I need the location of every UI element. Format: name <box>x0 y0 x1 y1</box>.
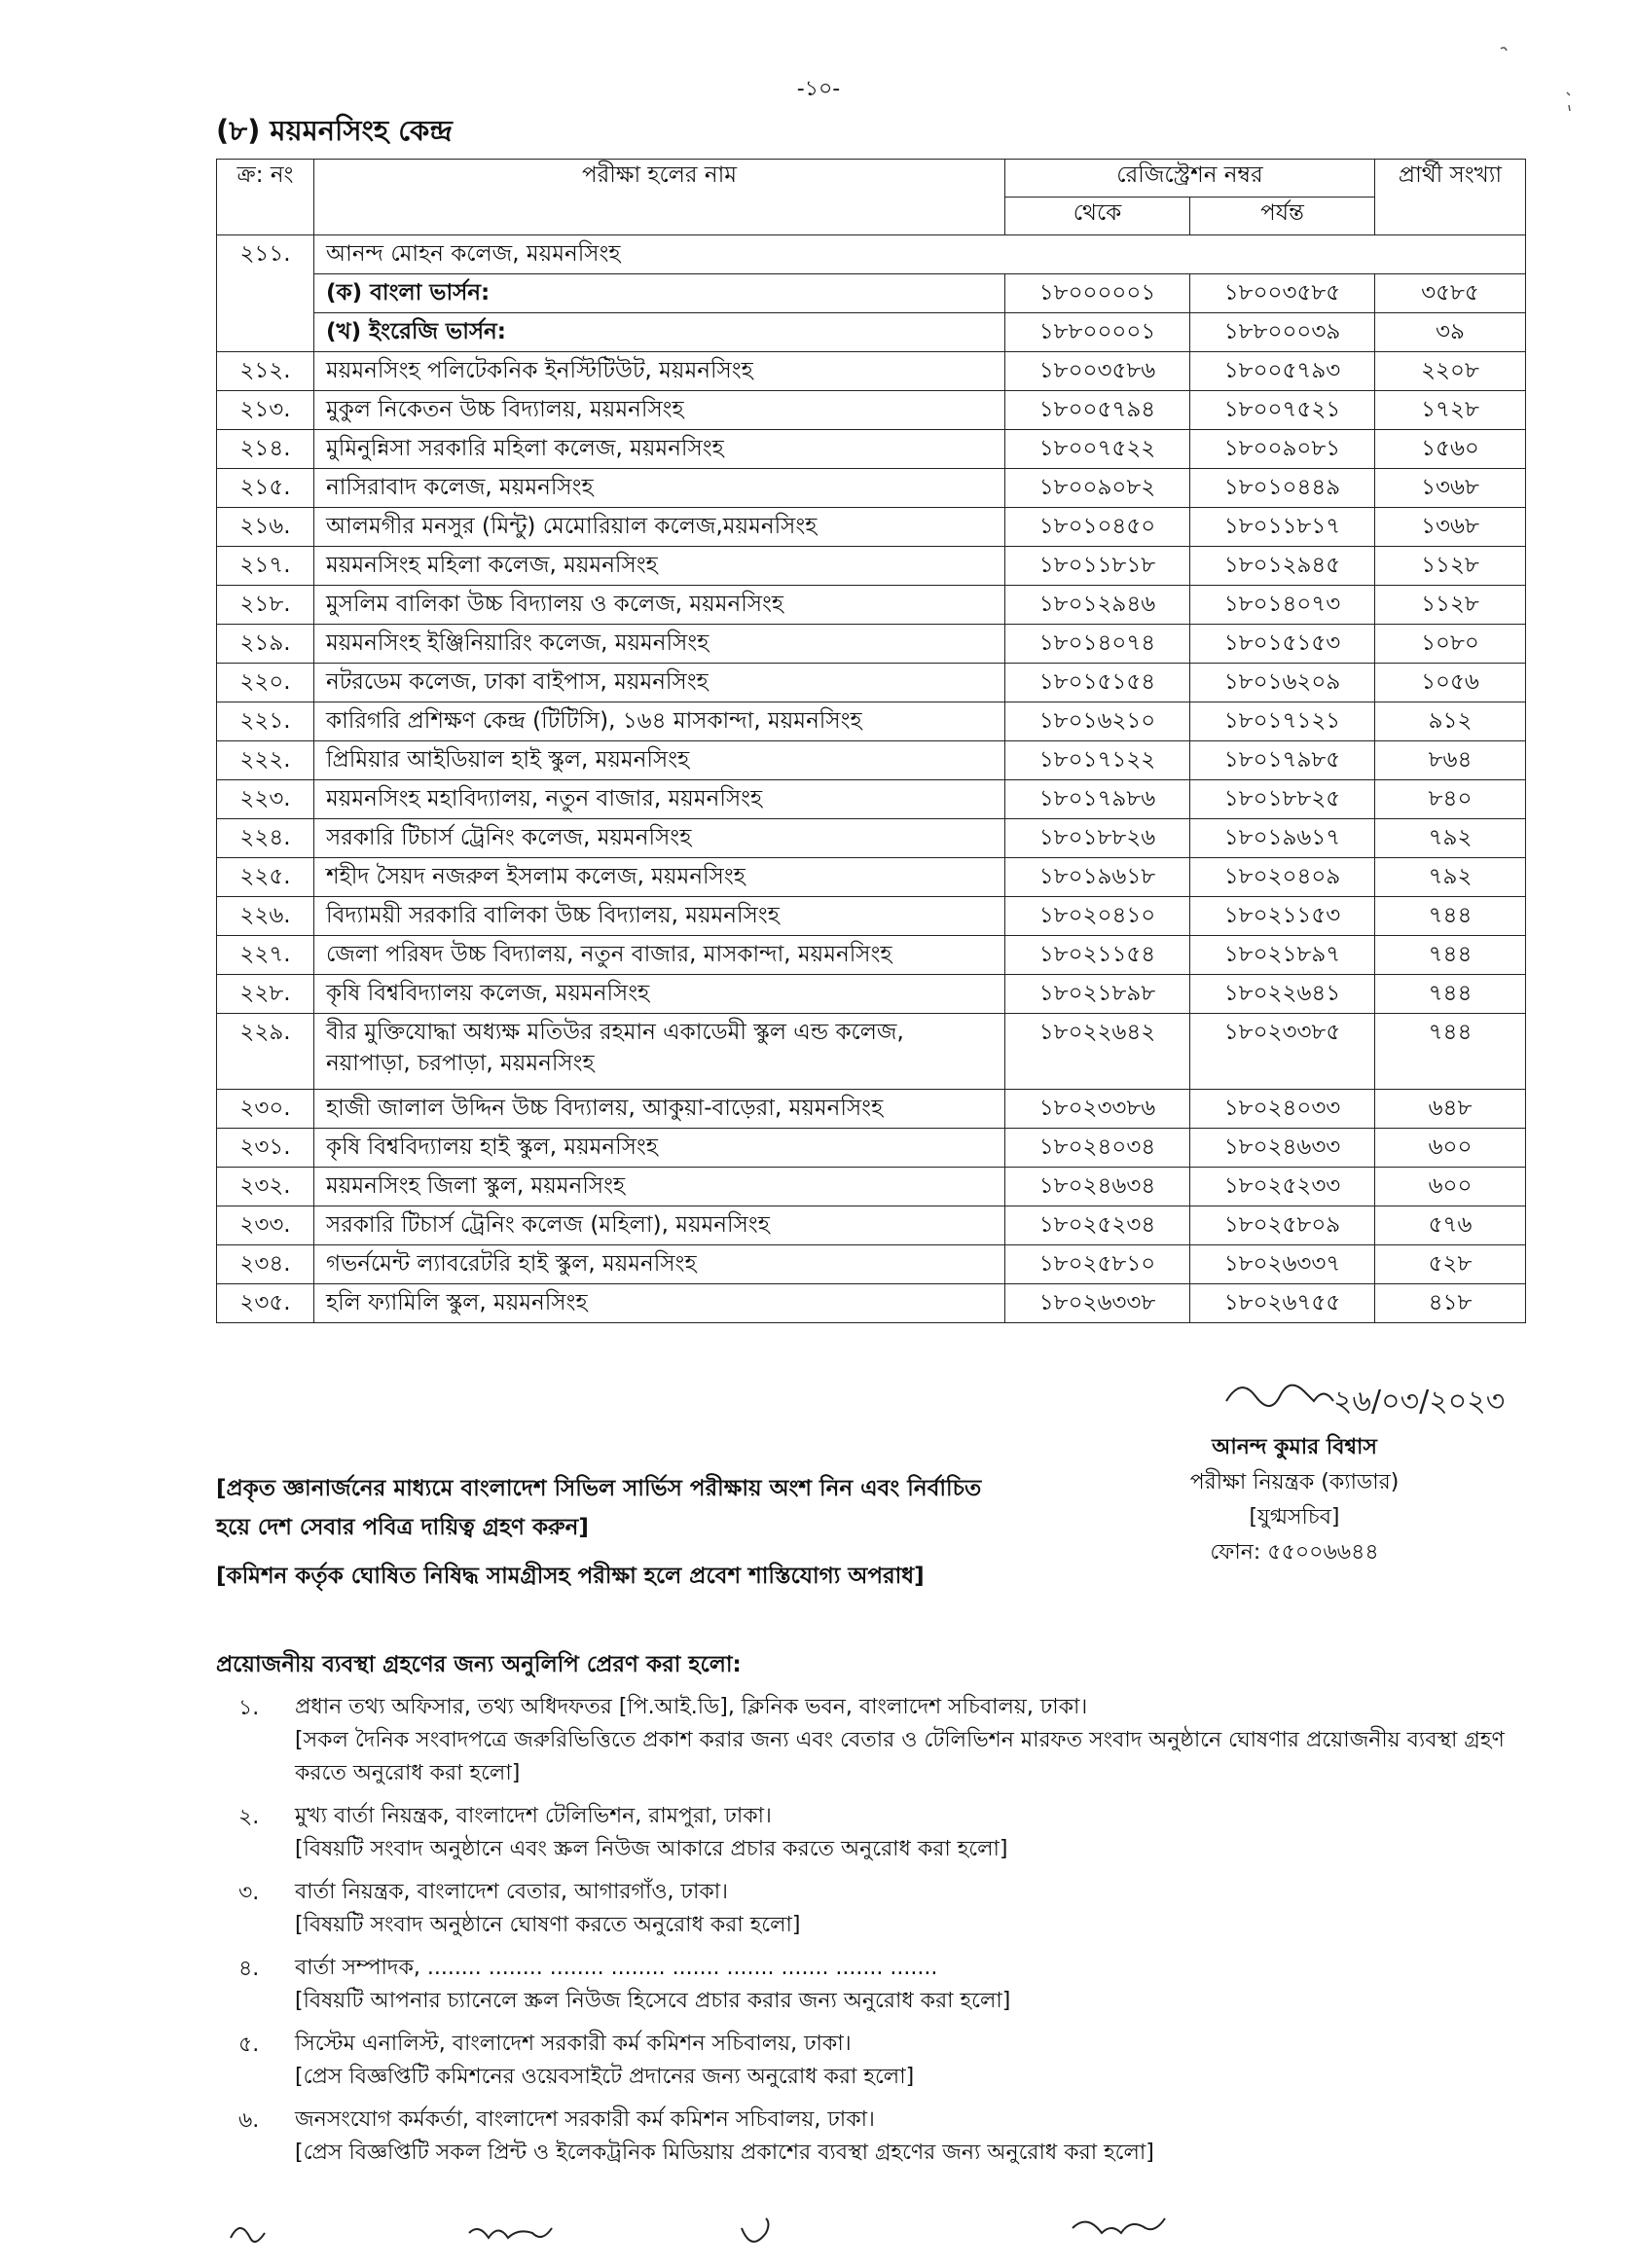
copy-item-request: [প্রেস বিজ্ঞপ্তিটি কমিশনের ওয়েবসাইটে প্রদানের জন্য অনুরোধ করা হলো] <box>295 2065 915 2089</box>
reg-to-cell: ১৮৮০০০৩৯ <box>1190 313 1375 352</box>
reg-to-cell: ১৮০২৪০৩৩ <box>1190 1090 1375 1129</box>
hall-name-cell: ময়মনসিংহ পলিটেকনিক ইনস্টিটিউট, ময়মনসিংহ <box>314 352 1005 391</box>
reg-from-cell: ১৮০১৬২১০ <box>1005 702 1190 741</box>
copy-item-body <box>295 1952 1523 2018</box>
reg-to-cell: ১৮০১৯৬১৭ <box>1190 819 1375 858</box>
reg-to-cell: ১৮০১১৮১৭ <box>1190 508 1375 547</box>
reg-to-cell: ১৮০২১১৫৩ <box>1190 897 1375 936</box>
table-row <box>217 975 1526 1014</box>
candidate-count-cell: ১৭২৮ <box>1375 391 1526 430</box>
reg-to-cell: ১৮০২৬৩৩৭ <box>1190 1245 1375 1284</box>
svg-text:২৬/০৩/২০২৩: ২৬/০৩/২০২৩ <box>1333 1385 1506 1419</box>
serial-cell: ২১৭. <box>217 547 314 586</box>
signatory-phone: ফোন: ৫৫০০৬৬৪৪ <box>1210 1540 1379 1565</box>
handwritten-signature <box>1217 1367 1518 1425</box>
copy-item-number: ৫. <box>238 2033 260 2057</box>
serial-cell: ২২৭. <box>217 936 314 975</box>
reg-to-cell: ১৮০১৪০৭৩ <box>1190 586 1375 625</box>
table-subrow <box>217 274 1526 313</box>
table-row <box>217 1014 1526 1090</box>
hall-name-cell: বীর মুক্তিযোদ্ধা অধ্যক্ষ মতিউর রহমান একাডেমী স্কুল এন্ড কলেজ, নয়াপাড়া, চরপাড়া, ময়মনসিংহ <box>314 1014 1005 1090</box>
serial-cell: ২২৫. <box>217 858 314 897</box>
hall-name-cell: গভর্নমেন্ট ল্যাবরেটরি হাই স্কুল, ময়মনসিংহ <box>314 1245 1005 1284</box>
copy-item-body <box>295 1876 1523 1942</box>
serial-cell: ২৩২. <box>217 1168 314 1206</box>
table-row <box>217 1206 1526 1245</box>
reg-from-cell: ১৮০২০৪১০ <box>1005 897 1190 936</box>
serial-cell: ২৩৩. <box>217 1206 314 1245</box>
table-row <box>217 664 1526 702</box>
table-row <box>217 741 1526 780</box>
copy-item-number: ২. <box>238 1805 260 1829</box>
notice-civil-service: [প্রকৃত জ্ঞানার্জনের মাধ্যমে বাংলাদেশ সিভিল সার্ভিস পরীক্ষায় অংশ নিন এবং নির্বাচিত হয়ে দেশ সেবার পবিত্র দায়িত্ব গ্রহণ করুন] <box>216 1476 982 1540</box>
candidate-count-cell: ১১২৮ <box>1375 586 1526 625</box>
serial-cell: ২১১. <box>217 235 314 352</box>
hall-name-cell: সরকারি টিচার্স ট্রেনিং কলেজ (মহিলা), ময়মনসিংহ <box>314 1206 1005 1245</box>
serial-cell: ২২৮. <box>217 975 314 1014</box>
hall-name-cell: হলি ফ্যামিলি স্কুল, ময়মনসিংহ <box>314 1284 1005 1323</box>
copy-list-item <box>238 1800 1523 1866</box>
table-row <box>217 430 1526 469</box>
serial-cell: ২২১. <box>217 702 314 741</box>
candidate-count-cell: ৮৪০ <box>1375 780 1526 819</box>
table-row <box>217 625 1526 664</box>
hall-name-cell: সরকারি টিচার্স ট্রেনিং কলেজ, ময়মনসিংহ <box>314 819 1005 858</box>
reg-from-cell: ১৮০০৭৫২২ <box>1005 430 1190 469</box>
serial-cell: ২২৩. <box>217 780 314 819</box>
table-row <box>217 780 1526 819</box>
candidate-count-cell: ৮৬৪ <box>1375 741 1526 780</box>
hall-name-cell: ময়মনসিংহ মহিলা কলেজ, ময়মনসিংহ <box>314 547 1005 586</box>
serial-cell: ২১৮. <box>217 586 314 625</box>
reg-from-cell: ১৮০২৫২৩৪ <box>1005 1206 1190 1245</box>
serial-cell: ২২৬. <box>217 897 314 936</box>
copy-list-item <box>238 2028 1523 2094</box>
reg-to-cell: ১৮০১৬২০৯ <box>1190 664 1375 702</box>
copy-item-recipient: মুখ্য বার্তা নিয়ন্ত্রক, বাংলাদেশ টেলিভিশন, রামপুরা, ঢাকা। <box>295 1804 772 1828</box>
header-to: পর্যন্ত <box>1190 198 1375 235</box>
reg-from-cell: ১৮০২১১৫৪ <box>1005 936 1190 975</box>
serial-cell: ২২৯. <box>217 1014 314 1090</box>
reg-to-cell: ১৮০০৯০৮১ <box>1190 430 1375 469</box>
serial-cell: ২২০. <box>217 664 314 702</box>
table-row <box>217 547 1526 586</box>
table-row <box>217 586 1526 625</box>
copy-item-request: [বিষয়টি সংবাদ অনুষ্ঠানে এবং স্ক্রল নিউজ আকারে প্রচার করতে অনুরোধ করা হলো] <box>295 1837 1008 1861</box>
hall-name-cell: নাসিরাবাদ কলেজ, ময়মনসিংহ <box>314 469 1005 508</box>
reg-from-cell: ১৮০১১৮১৮ <box>1005 547 1190 586</box>
hall-name-cell: মুমিনুন্নিসা সরকারি মহিলা কলেজ, ময়মনসিংহ <box>314 430 1005 469</box>
hall-name-cell: কারিগরি প্রশিক্ষণ কেন্দ্র (টিটিসি), ১৬৪ মাসকান্দা, ময়মনসিংহ <box>314 702 1005 741</box>
signatory-block <box>1110 1430 1479 1570</box>
reg-from-cell: ১৮০১৭১২২ <box>1005 741 1190 780</box>
header-hall-name: পরীক্ষা হলের নাম <box>314 160 1005 235</box>
initials-row <box>216 2209 1287 2257</box>
hall-name-cell: ময়মনসিংহ ইঞ্জিনিয়ারিং কলেজ, ময়মনসিংহ <box>314 625 1005 664</box>
table-row <box>217 858 1526 897</box>
reg-from-cell: ১৮০০৯০৮২ <box>1005 469 1190 508</box>
serial-cell: ২১৫. <box>217 469 314 508</box>
hall-name-cell: শহীদ সৈয়দ নজরুল ইসলাম কলেজ, ময়মনসিংহ <box>314 858 1005 897</box>
header-from: থেকে <box>1005 198 1190 235</box>
reg-from-cell: ১৮০১৪০৭৪ <box>1005 625 1190 664</box>
reg-from-cell: ১৮০২২৬৪২ <box>1005 1014 1190 1090</box>
reg-to-cell: ১৮০১০৪৪৯ <box>1190 469 1375 508</box>
header-serial: ক্র: নং <box>217 160 314 235</box>
reg-from-cell: ১৮০১৮৮২৬ <box>1005 819 1190 858</box>
copy-item-body <box>295 1691 1523 1790</box>
reg-from-cell: ১৮০১০৪৫০ <box>1005 508 1190 547</box>
hall-name-cell: মুকুল নিকেতন উচ্চ বিদ্যালয়, ময়মনসিংহ <box>314 391 1005 430</box>
candidate-count-cell: ৪১৮ <box>1375 1284 1526 1323</box>
copy-item-request: [প্রেস বিজ্ঞপ্তিটি সকল প্রিন্ট ও ইলেকট্রনিক মিডিয়ায় প্রকাশের ব্যবস্থা গ্রহণের জন্য অনুরোধ করা হলো] <box>295 2141 1154 2165</box>
copy-list-item <box>238 2104 1523 2170</box>
table-row <box>217 819 1526 858</box>
reg-from-cell: ১৮০২১৮৯৮ <box>1005 975 1190 1014</box>
reg-to-cell: ১৮০২৬৭৫৫ <box>1190 1284 1375 1323</box>
serial-cell: ২২২. <box>217 741 314 780</box>
hall-name-cell: আনন্দ মোহন কলেজ, ময়মনসিংহ <box>314 235 1526 274</box>
copy-item-recipient: প্রধান তথ্য অফিসার, তথ্য অধিদফতর [পি.আই.ডি], ক্লিনিক ভবন, বাংলাদেশ সচিবালয়, ঢাকা। <box>295 1695 1088 1719</box>
serial-cell: ২১৪. <box>217 430 314 469</box>
reg-from-cell: ১৮০২৩৩৮৬ <box>1005 1090 1190 1129</box>
hall-name-cell: বিদ্যাময়ী সরকারি বালিকা উচ্চ বিদ্যালয়, ময়মনসিংহ <box>314 897 1005 936</box>
table-row <box>217 1129 1526 1168</box>
candidate-count-cell: ৬০০ <box>1375 1168 1526 1206</box>
candidate-count-cell: ৫৭৬ <box>1375 1206 1526 1245</box>
copy-item-recipient: বার্তা সম্পাদক, ........ ........ ........ ........ ....... ....... ....... ....... ....... <box>295 1956 938 1980</box>
candidate-count-cell: ৩৫৮৫ <box>1375 274 1526 313</box>
reg-to-cell: ১৮০২৫৮০৯ <box>1190 1206 1375 1245</box>
serial-cell: ২৩০. <box>217 1090 314 1129</box>
reg-to-cell: ১৮০০৩৫৮৫ <box>1190 274 1375 313</box>
reg-from-cell: ১৮০০০০০১ <box>1005 274 1190 313</box>
table-row <box>217 352 1526 391</box>
candidate-count-cell: ৭৪৪ <box>1375 897 1526 936</box>
serial-cell: ২১৩. <box>217 391 314 430</box>
reg-from-cell: ১৮০১৭৯৮৬ <box>1005 780 1190 819</box>
copy-recipient-list <box>238 1691 1523 2179</box>
reg-from-cell: ১৮০০৩৫৮৬ <box>1005 352 1190 391</box>
candidate-count-cell: ১০৮০ <box>1375 625 1526 664</box>
copy-item-recipient: সিস্টেম এনালিস্ট, বাংলাদেশ সরকারী কর্ম কমিশন সচিবালয়, ঢাকা। <box>295 2032 852 2056</box>
candidate-count-cell: ৯১২ <box>1375 702 1526 741</box>
reg-from-cell: ১৮০১৫১৫৪ <box>1005 664 1190 702</box>
table-row <box>217 1245 1526 1284</box>
reg-to-cell: ১৮০২৫২৩৩ <box>1190 1168 1375 1206</box>
candidate-count-cell: ১৩৬৮ <box>1375 508 1526 547</box>
reg-to-cell: ১৮০২৪৬৩৩ <box>1190 1129 1375 1168</box>
candidate-count-cell: ৫২৮ <box>1375 1245 1526 1284</box>
hall-name-cell: হাজী জালাল উদ্দিন উচ্চ বিদ্যালয়, আকুয়া-বাড়েরা, ময়মনসিংহ <box>314 1090 1005 1129</box>
copy-item-number: ১. <box>238 1696 260 1720</box>
table-row <box>217 897 1526 936</box>
copy-item-recipient: জনসংযোগ কর্মকর্তা, বাংলাদেশ সরকারী কর্ম কমিশন সচিবালয়, ঢাকা। <box>295 2107 875 2132</box>
serial-cell: ২১২. <box>217 352 314 391</box>
candidate-count-cell: ৭৪৪ <box>1375 936 1526 975</box>
copy-item-body <box>295 1800 1523 1866</box>
candidate-count-cell: ৭৪৪ <box>1375 975 1526 1014</box>
copy-list-item <box>238 1691 1523 1790</box>
reg-from-cell: ১৮০২৫৮১০ <box>1005 1245 1190 1284</box>
copy-item-request: [বিষয়টি আপনার চ্যানেলে স্ক্রল নিউজ হিসেবে প্রচার করার জন্য অনুরোধ করা হলো] <box>295 1989 1011 2013</box>
reg-from-cell: ১৮০০৫৭৯৪ <box>1005 391 1190 430</box>
signatory-name: আনন্দ কুমার বিশ্বাস <box>1212 1435 1377 1459</box>
table-subrow <box>217 313 1526 352</box>
copy-item-number: ৩. <box>238 1881 260 1905</box>
copy-item-request: [সকল দৈনিক সংবাদপত্রে জরুরিভিত্তিতে প্রকাশ করার জন্য এবং বেতার ও টেলিভিশন মারফত সংবাদ অনুষ্ঠানে ঘোষণার প্রয়োজনীয় ব্যবস্থা গ্রহণ করতে অনুরোধ করা হলো] <box>295 1728 1505 1785</box>
table-row <box>217 1168 1526 1206</box>
serial-cell: ২২৪. <box>217 819 314 858</box>
candidate-count-cell: ৬০০ <box>1375 1129 1526 1168</box>
hall-name-cell: জেলা পরিষদ উচ্চ বিদ্যালয়, নতুন বাজার, মাসকান্দা, ময়মনসিংহ <box>314 936 1005 975</box>
candidate-count-cell: ৬৪৮ <box>1375 1090 1526 1129</box>
reg-from-cell: ১৮০১৯৬১৮ <box>1005 858 1190 897</box>
reg-to-cell: ১৮০০৭৫২১ <box>1190 391 1375 430</box>
serial-cell: ২৩৪. <box>217 1245 314 1284</box>
reg-from-cell: ১৮০১২৯৪৬ <box>1005 586 1190 625</box>
copy-item-body <box>295 2028 1523 2094</box>
hall-name-cell: ময়মনসিংহ মহাবিদ্যালয়, নতুন বাজার, ময়মনসিংহ <box>314 780 1005 819</box>
candidate-count-cell: ১০৫৬ <box>1375 664 1526 702</box>
copy-list-item <box>238 1876 1523 1942</box>
table-row <box>217 508 1526 547</box>
table-row <box>217 1284 1526 1323</box>
candidate-count-cell: ৭৯২ <box>1375 819 1526 858</box>
copy-heading: প্রয়োজনীয় ব্যবস্থা গ্রহণের জন্য অনুলিপি প্রেরণ করা হলো: <box>216 1652 742 1677</box>
table-row <box>217 469 1526 508</box>
signatory-designation: পরীক্ষা নিয়ন্ত্রক (ক্যাডার) <box>1189 1470 1400 1494</box>
serial-cell: ২১৯. <box>217 625 314 664</box>
candidate-count-cell: ১১২৮ <box>1375 547 1526 586</box>
reg-to-cell: ১৮০১৮৮২৫ <box>1190 780 1375 819</box>
table-row <box>217 936 1526 975</box>
table-row <box>217 391 1526 430</box>
hall-name-cell: কৃষি বিশ্ববিদ্যালয় হাই স্কুল, ময়মনসিংহ <box>314 1129 1005 1168</box>
copy-item-number: ৪. <box>238 1957 260 1981</box>
copy-list-item <box>238 1952 1523 2018</box>
copy-item-request: [বিষয়টি সংবাদ অনুষ্ঠানে ঘোষণা করতে অনুরোধ করা হলো] <box>295 1913 801 1937</box>
candidate-count-cell: ১৩৬৮ <box>1375 469 1526 508</box>
header-candidate-count: প্রার্থী সংখ্যা <box>1375 160 1526 235</box>
section-title: (৮) ময়মনসিংহ কেন্দ্র <box>216 114 453 147</box>
serial-cell: ২১৬. <box>217 508 314 547</box>
signatory-rank: [যুগ্মসচিব] <box>1249 1505 1340 1530</box>
copy-item-recipient: বার্তা নিয়ন্ত্রক, বাংলাদেশ বেতার, আগারগাঁও, ঢাকা। <box>295 1880 728 1904</box>
hall-name-cell: কৃষি বিশ্ববিদ্যালয় কলেজ, ময়মনসিংহ <box>314 975 1005 1014</box>
hall-name-cell: ময়মনসিংহ জিলা স্কুল, ময়মনসিংহ <box>314 1168 1005 1206</box>
reg-to-cell: ১৮০১২৯৪৫ <box>1190 547 1375 586</box>
candidate-count-cell: ৭৯২ <box>1375 858 1526 897</box>
reg-to-cell: ১৮০০৫৭৯৩ <box>1190 352 1375 391</box>
reg-from-cell: ১৮০২৪০৩৪ <box>1005 1129 1190 1168</box>
page-number: -১০- <box>796 77 841 101</box>
serial-cell: ২৩৫. <box>217 1284 314 1323</box>
table-row <box>217 702 1526 741</box>
candidate-count-cell: ১৫৬০ <box>1375 430 1526 469</box>
reg-to-cell: ১৮০১৫১৫৩ <box>1190 625 1375 664</box>
version-label: (ক) বাংলা ভার্সন: <box>314 274 1005 313</box>
reg-from-cell: ১৮০২৬৩৩৮ <box>1005 1284 1190 1323</box>
reg-to-cell: ১৮০২৩৩৮৫ <box>1190 1014 1375 1090</box>
reg-to-cell: ১৮০১৭১২১ <box>1190 702 1375 741</box>
candidate-count-cell: ২২০৮ <box>1375 352 1526 391</box>
serial-cell: ২৩১. <box>217 1129 314 1168</box>
reg-to-cell: ১৮০২২৬৪১ <box>1190 975 1375 1014</box>
reg-to-cell: ১৮০২০৪০৯ <box>1190 858 1375 897</box>
version-label: (খ) ইংরেজি ভার্সন: <box>314 313 1005 352</box>
hall-name-cell: মুসলিম বালিকা উচ্চ বিদ্যালয় ও কলেজ, ময়মনসিংহ <box>314 586 1005 625</box>
table-row <box>217 235 1526 274</box>
notice-prohibited-items: [কমিশন কর্তৃক ঘোষিত নিষিদ্ধ সামগ্রীসহ পরীক্ষা হলে প্রবেশ শাস্তিযোগ্য অপরাধ] <box>216 1564 925 1589</box>
copy-item-body <box>295 2104 1523 2170</box>
copy-item-number: ৬. <box>238 2108 260 2133</box>
hall-name-cell: প্রিমিয়ার আইডিয়াল হাই স্কুল, ময়মনসিংহ <box>314 741 1005 780</box>
header-registration: রেজিস্ট্রেশন নম্বর <box>1005 160 1375 198</box>
reg-from-cell: ১৮৮০০০০১ <box>1005 313 1190 352</box>
hall-name-cell: নটরডেম কলেজ, ঢাকা বাইপাস, ময়মনসিংহ <box>314 664 1005 702</box>
reg-to-cell: ১৮০২১৮৯৭ <box>1190 936 1375 975</box>
reg-to-cell: ১৮০১৭৯৮৫ <box>1190 741 1375 780</box>
reg-from-cell: ১৮০২৪৬৩৪ <box>1005 1168 1190 1206</box>
exam-hall-table <box>216 159 1526 1323</box>
hall-name-cell: আলমগীর মনসুর (মিন্টু) মেমোরিয়াল কলেজ,ময়মনসিংহ <box>314 508 1005 547</box>
table-row <box>217 1090 1526 1129</box>
candidate-count-cell: ৭৪৪ <box>1375 1014 1526 1090</box>
candidate-count-cell: ৩৯ <box>1375 313 1526 352</box>
